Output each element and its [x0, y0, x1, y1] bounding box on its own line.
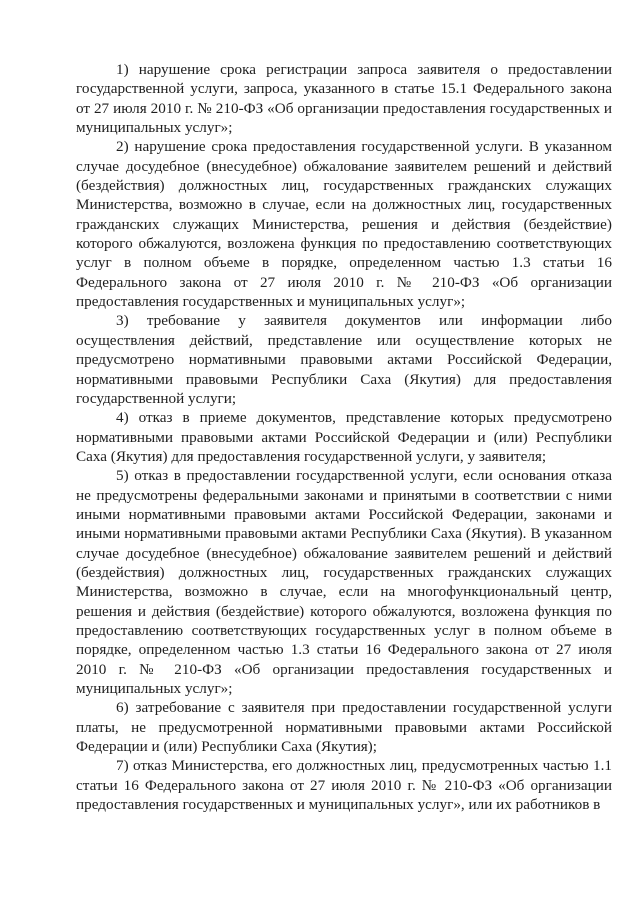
paragraph-5: 5) отказ в предоставлении государственной услуги, если основания отказа не предусмотрены федеральными законами и принятыми в соответствии с ними иными нормативными правовыми актами Российской Федерации, законами и иными нормативными правовыми актами Республики Саха (Якутия). В указанном случае досудебное (внесудебное) обжалование заявителем решений и действий (бездействия) должностных лиц, государственных гражданских служащих Министерства, возможно в случае, если на многофункциональный центр, решения и действия (бездействие) которого обжалуются, возложена функция по предоставлению соответствующих государственных услуг в полном объеме в порядке, определенном частью 1.3 статьи 16 Федерального закона от 27 июля 2010 г. № 210-ФЗ «Об организации предоставления государственных и муниципальных услуг»; [76, 467, 612, 697]
document-body [76, 60, 612, 814]
paragraph-1: 1) нарушение срока регистрации запроса заявителя о предоставлении государственной услуги, запроса, указанного в статье 15.1 Федерального закона от 27 июля 2010 г. № 210-ФЗ «Об организации предоставления государственных и муниципальных услуг»; [76, 61, 612, 137]
paragraph-4: 4) отказ в приеме документов, представление которых предусмотрено нормативными правовыми актами Российской Федерации и (или) Республики Саха (Якутия) для предоставления государственной услуги, у заявителя; [76, 409, 612, 465]
paragraph-3: 3) требование у заявителя документов или информации либо осуществления действий, представление или осуществление которых не предусмотрено нормативными правовыми актами Российской Федерации, нормативными правовыми Республики Саха (Якутия) для предоставления государственной услуги; [76, 312, 612, 407]
paragraph-6: 6) затребование с заявителя при предоставлении государственной услуги платы, не предусмотренной нормативными правовыми актами Российской Федерации и (или) Республики Саха (Якутия); [76, 699, 612, 756]
paragraph-7: 7) отказ Министерства, его должностных лиц, предусмотренных частью 1.1 статьи 16 Федерального закона от 27 июля 2010 г. № 210-ФЗ «Об организации предоставления государственных и муниципальных услуг», или их работников в [76, 757, 612, 814]
paragraph-2: 2) нарушение срока предоставления государственной услуги. В указанном случае досудебное (внесудебное) обжалование заявителем решений и действий (бездействия) должностных лиц, государственных гражданских служащих Министерства, возможно в случае, если на должностных лиц, государственных гражданских служащих Министерства, решения и действия (бездействие) которого обжалуются, возложена функция по предоставлению соответствующих услуг в полном объеме в порядке, определенном частью 1.3 статьи 16 Федерального закона от 27 июля 2010 г. № 210-ФЗ «Об организации предоставления государственных и муниципальных услуг»; [76, 138, 612, 311]
